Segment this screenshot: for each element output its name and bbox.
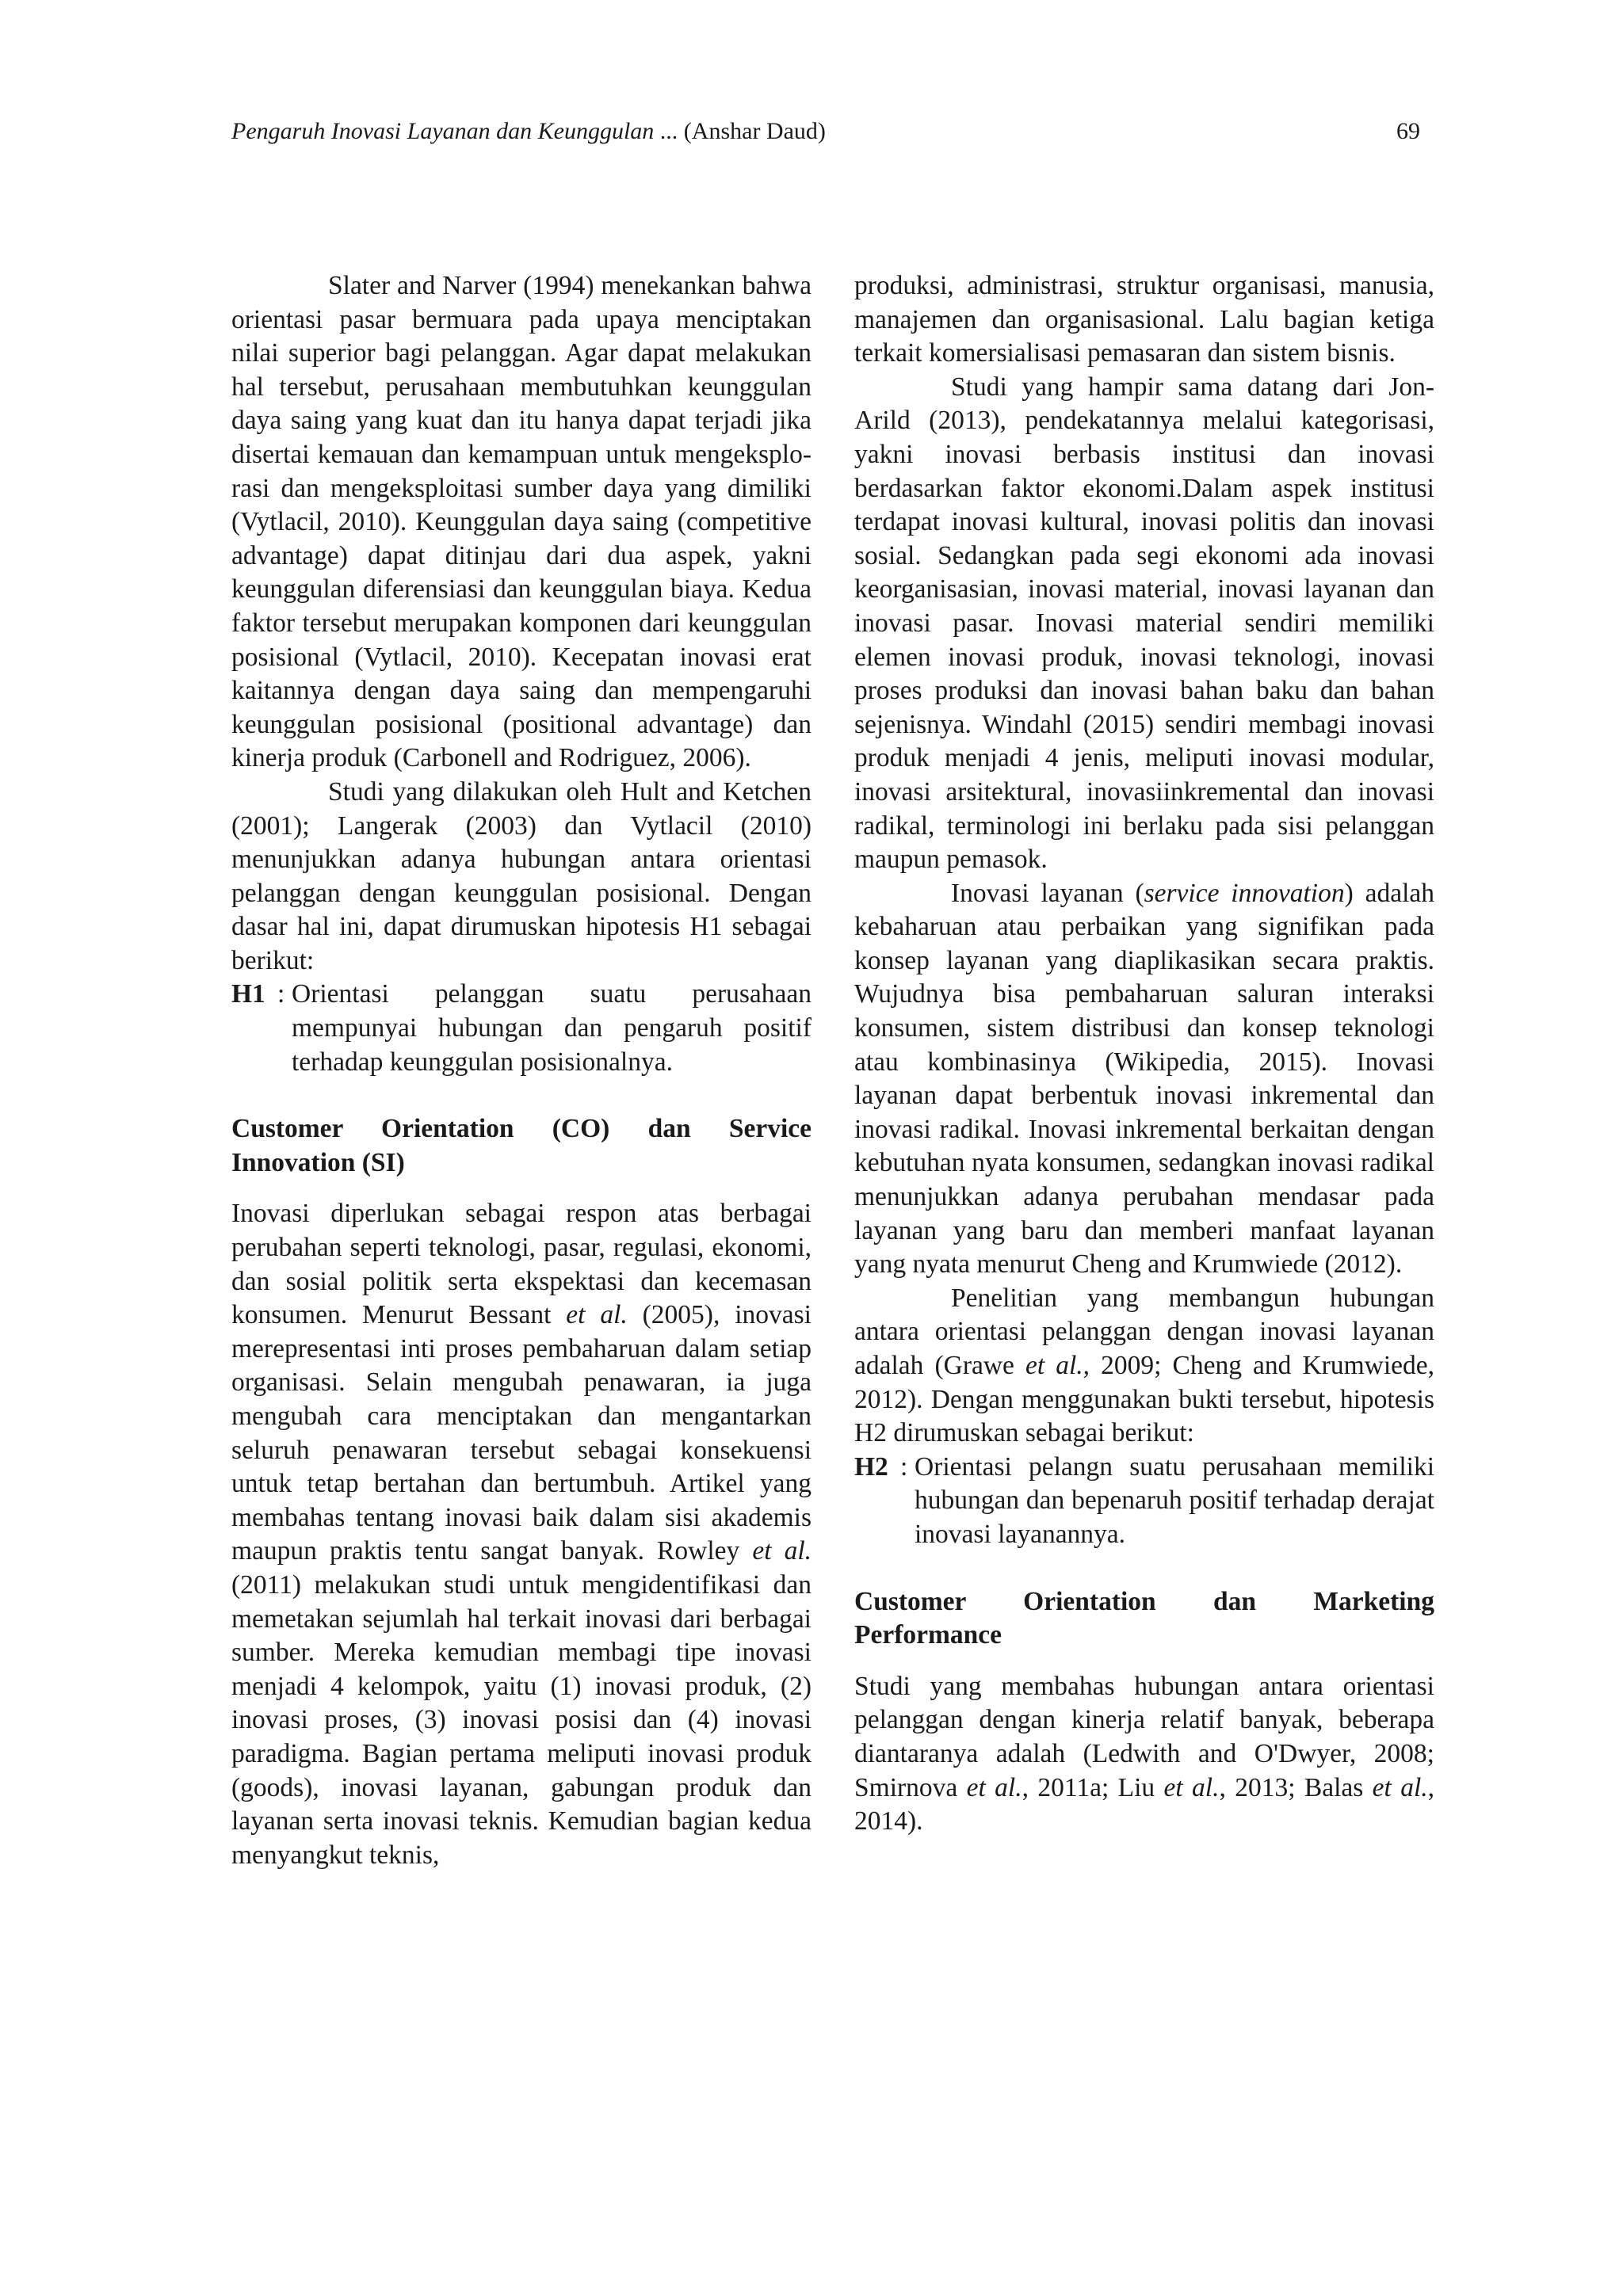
paragraph: produksi, administrasi, struktur organisasi, manusia, manajemen dan organisasional. Lalu bagian ketiga terkait komersialisasi pemasaran dan sistem bisnis. bbox=[854, 271, 1434, 368]
section-heading: Customer Orientation (CO) dan Service Innovation (SI) bbox=[231, 1114, 812, 1177]
hypothesis-h1 bbox=[231, 978, 812, 1079]
paragraph: Inovasi diperlukan sebagai respon atas berbagai perubahan seperti teknologi, pasar, regulasi, ekonomi, dan sosial politik serta ekspektasi dan kecemasan konsumen. Menurut Bessant et al. (2005), inovasi merepresentasi inti proses pembaharuan dalam setiap organisasi. Selain mengubah penawaran, ia juga mengubah cara menciptakan dan mengantarkan seluruh penawaran tersebut sebagai konsekuensi untuk tetap bertahan dan bertumbuh. Artikel yang membahas tentang inovasi baik dalam sisi akademis maupun praktis tentu sangat banyak. Rowley et al. (2011) melakukan studi untuk mengidentifikasi dan memetakan sejumlah hal terkait inovasi dari berbagai sumber. Mereka kemudian membagi tipe inovasi menjadi 4 kelompok, yaitu (1) inovasi produk, (2) inovasi proses, (3) inovasi posisi dan (4) inovasi paradigma. Bagian pertama meliputi inovasi produk (goods), inovasi layanan, gabungan produk dan layanan serta inovasi teknis. Kemudian bagian kedua menyangkut teknis, bbox=[231, 1199, 812, 1870]
paragraph: Studi yang membahas hubungan antara orientasi pelanggan dengan kinerja relatif banyak, beberapa diantaranya adalah (Ledwith and O'Dwyer, 2008; Smirnova et al., 2011a; Liu et al., 2013; Balas et al., 2014). bbox=[854, 1671, 1435, 1836]
paragraph: Penelitian yang membangun hubungan antara orientasi pelanggan dengan inovasi layanan adalah (Grawe et al., 2009; Cheng and Krumwiede, 2012). Dengan menggunakan bukti tersebut, hipotesis H2 dirumuskan sebagai berikut: bbox=[854, 1283, 1434, 1448]
paragraph: Inovasi layanan (service innovation) adalah kebaharuan atau perbaikan yang signifikan pada konsep layanan yang diaplikasikan secara praktis. Wujudnya bisa pembaharuan saluran interaksi konsumen, sistem distribusi dan konsep teknologi atau kombinasinya (Wikipedia, 2015). Inovasi layanan dapat berbentuk inovasi inkremental dan inovasi radikal. Inovasi inkremental berkaitan dengan kebutuhan nyata konsumen, sedangkan inovasi radikal menunjukkan adanya perubahan mendasar pada layanan yang baru dan memberi manfaat layanan yang nyata menurut Cheng and Krumwiede (2012). bbox=[854, 878, 1434, 1280]
hypothesis-colon: : bbox=[900, 1451, 908, 1482]
hypothesis-label: H2 bbox=[854, 1451, 888, 1482]
running-header bbox=[231, 117, 826, 146]
hypothesis-label: H1 bbox=[231, 979, 265, 1009]
page-number: 69 bbox=[1396, 118, 1420, 144]
section-heading: Customer Orientation dan Marketing Performance bbox=[854, 1586, 1434, 1650]
right-column bbox=[854, 269, 1434, 1839]
paragraph: Studi yang hampir sama datang dari Jon-Arild (2013), pendekatannya melalui kategorisasi, yakni inovasi berbasis institusi dan inovasi berdasarkan faktor ekonomi.Dalam aspek institusi terdapat inovasi kultural, inovasi politis dan inovasi sosial. Sedangkan pada segi ekonomi ada inovasi keorganisasian, inovasi material, inovasi layanan dan inovasi pasar. Inovasi material sendiri memiliki elemen inovasi produk, inovasi teknologi, inovasi proses produksi dan inovasi bahan baku dan bahan sejenisnya. Windahl (2015) sendiri membagi inovasi produk menjadi 4 jenis, meliputi inovasi modular, inovasi arsitektural, inovasiinkremental dan inovasi radikal, terminologi ini berlaku pada sisi pelanggan maupun pemasok. bbox=[854, 372, 1434, 875]
running-title: Pengaruh Inovasi Layanan dan Keunggulan bbox=[231, 118, 655, 144]
paragraph: Studi yang dilakukan oleh Hult and Ketchen (2001); Langerak (2003) dan Vytlacil (2010) menunjukkan adanya hubungan antara orientasi pelanggan dengan keunggulan posisional. Dengan dasar hal ini, dapat dirumuskan hipotesis H1 sebagai berikut: bbox=[231, 776, 812, 975]
hypothesis-text: Orientasi pelanggan suatu perusahaan mempunyai hubungan dan pengaruh positif terhadap keunggulan posisionalnya. bbox=[292, 979, 812, 1077]
hypothesis-text: Orientasi pelangn suatu perusahaan memiliki hubungan dan bepenaruh positif terhadap derajat inovasi layanannya. bbox=[915, 1451, 1434, 1549]
left-column bbox=[231, 269, 812, 1872]
hypothesis-colon: : bbox=[277, 979, 285, 1009]
paragraph: Slater and Narver (1994) menekankan bahwa orientasi pasar bermuara pada upaya menciptakan nilai superior bagi pelanggan. Agar dapat melakukan hal tersebut, perusahaan membutuhkan keunggulan daya saing yang kuat dan itu hanya dapat terjadi jika disertai kemauan dan kemampuan untuk mengeksplorasi dan mengeksploitasi sumber daya yang dimiliki (Vytlacil, 2010). Keunggulan daya saing (competitive advantage) dapat ditinjau dari dua aspek, yakni keunggulan diferensiasi dan keunggulan biaya. Kedua faktor tersebut merupakan komponen dari keunggulan posisional (Vytlacil, 2010). Kecepatan inovasi erat kaitannya dengan daya saing dan mempengaruhi keunggulan posisional (positional advantage) dan kinerja produk (Carbonell and Rodriguez, 2006). bbox=[231, 271, 812, 773]
hypothesis-h2 bbox=[854, 1451, 1434, 1552]
running-authors: ... (Anshar Daud) bbox=[654, 118, 826, 144]
